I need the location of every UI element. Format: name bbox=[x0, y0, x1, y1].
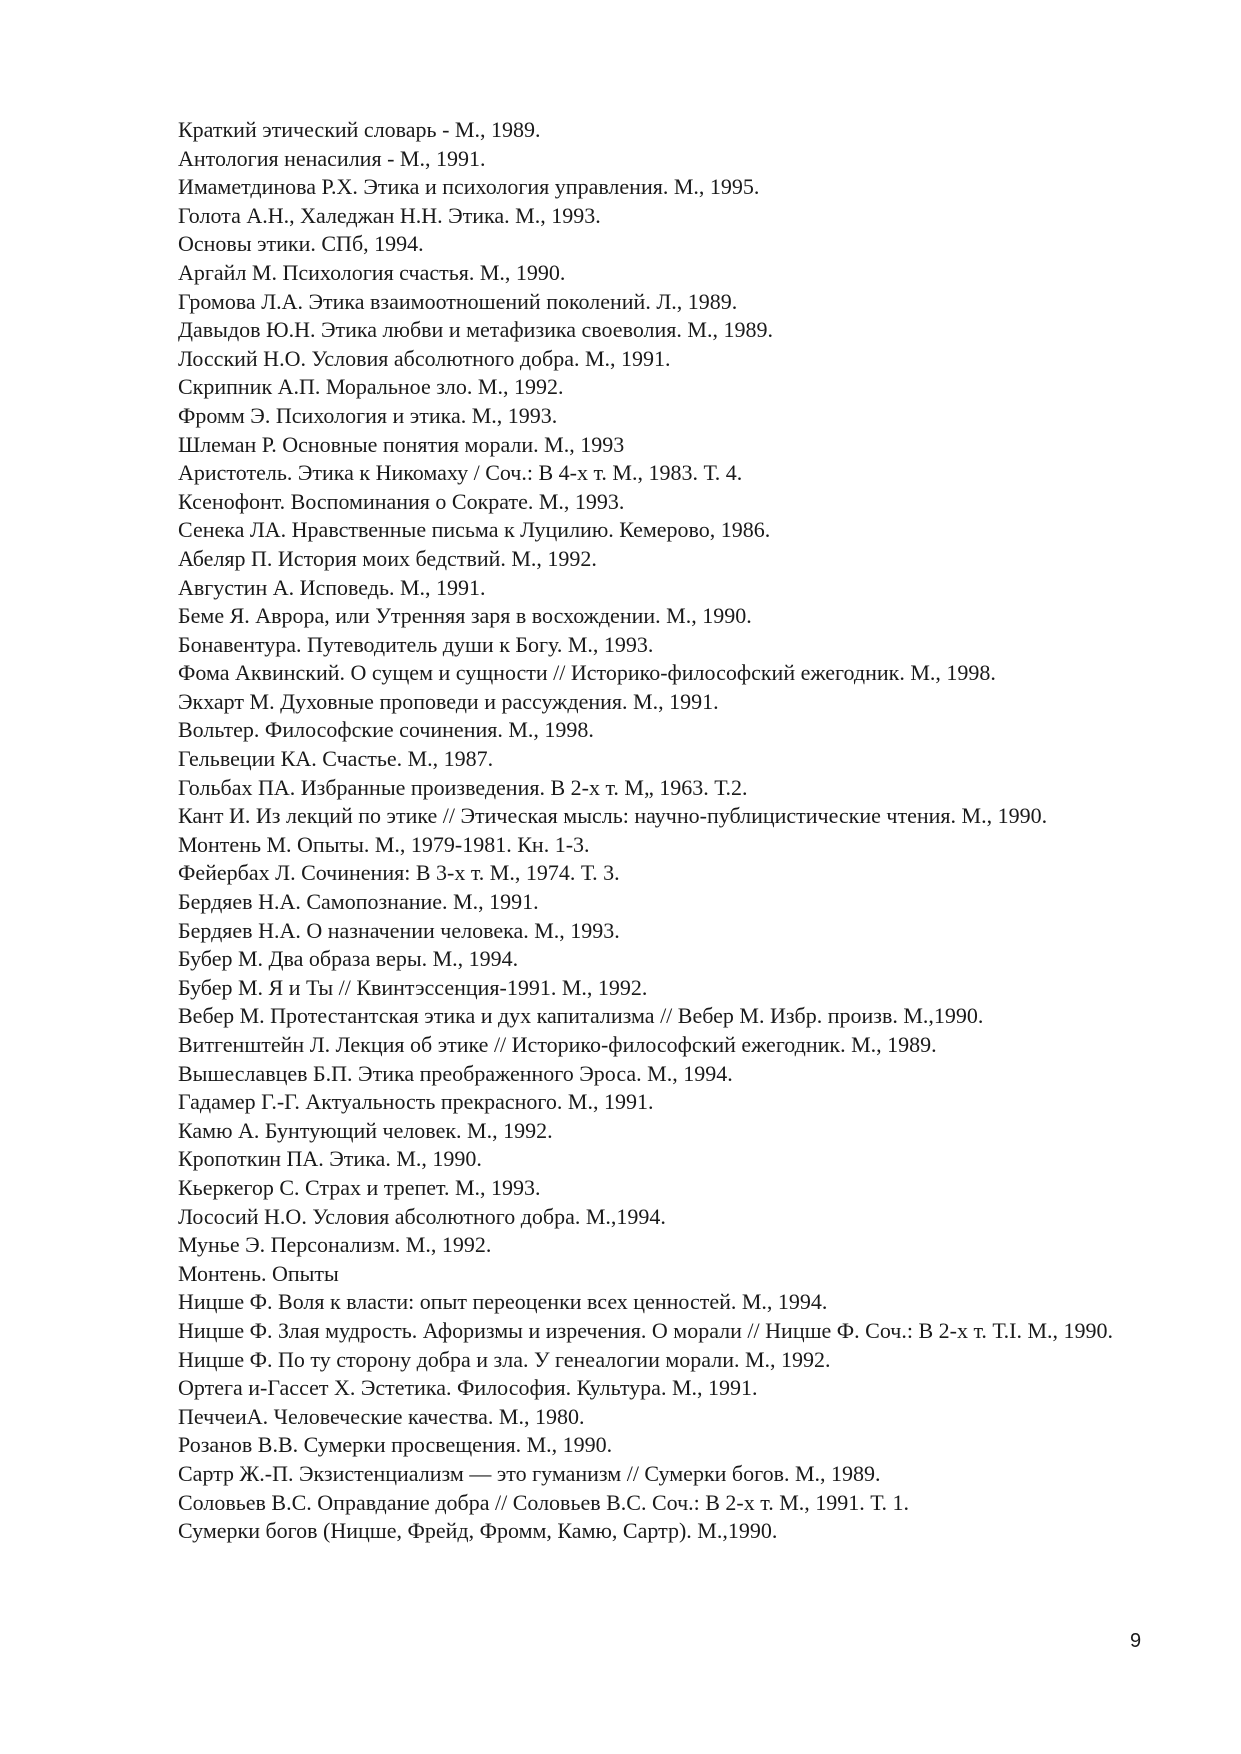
bibliography-entry: Основы этики. СПб, 1994. bbox=[178, 231, 424, 257]
bibliography-entry: Фома Аквинский. О сущем и сущности // Историко-философский ежегодник. М., 1998. bbox=[178, 660, 996, 686]
bibliography-entry: Мунье Э. Персонализм. М., 1992. bbox=[178, 1232, 492, 1258]
bibliography-entry: Скрипник А.П. Моральное зло. М., 1992. bbox=[178, 374, 564, 400]
bibliography-entry: Кант И. Из лекций по этике // Этическая мысль: научно-публицистические чтения. М., 1990. bbox=[178, 803, 1048, 829]
bibliography-entry: Ницше Ф. Воля к власти: опыт переоценки всех ценностей. М., 1994. bbox=[178, 1289, 828, 1315]
bibliography-entry: Шлеман Р. Основные понятия морали. М., 1993 bbox=[178, 431, 625, 457]
bibliography-entry: Вебер М. Протестантская этика и дух капитализма // Вебер М. Избр. произв. М.,1990. bbox=[178, 1003, 984, 1029]
bibliography-entry: Фейербах Л. Сочинения: В 3-х т. М., 1974. Т. 3. bbox=[178, 860, 620, 886]
bibliography-entry: Бердяев Н.А. О назначении человека. М., 1993. bbox=[178, 917, 620, 943]
bibliography-entry: Имаметдинова Р.Х. Этика и психология управления. М., 1995. bbox=[178, 174, 760, 200]
bibliography-entry: Сартр Ж.-П. Экзистенциализм — это гуманизм // Сумерки богов. М., 1989. bbox=[178, 1460, 881, 1486]
bibliography-entry: ПеччеиА. Человеческие качества. М., 1980. bbox=[178, 1403, 585, 1429]
bibliography-entry: Беме Я. Аврора, или Утренняя заря в восхождении. М., 1990. bbox=[178, 603, 752, 629]
bibliography-entry: Кьеркегор С. Страх и трепет. М., 1993. bbox=[178, 1174, 541, 1200]
bibliography-entry: Абеляр П. История моих бедствий. М., 1992. bbox=[178, 545, 597, 571]
bibliography-entry: Розанов В.В. Сумерки просвещения. М., 1990. bbox=[178, 1432, 613, 1458]
bibliography-entry: Ксенофонт. Воспоминания о Сократе. М., 1993. bbox=[178, 488, 625, 514]
bibliography-entry: Громова Л.А. Этика взаимоотношений поколений. Л., 1989. bbox=[178, 288, 738, 314]
bibliography-entry: Аристотель. Этика к Никомаху / Соч.: В 4-х т. М., 1983. Т. 4. bbox=[178, 460, 743, 486]
bibliography-entry: Сенека ЛА. Нравственные письма к Луцилию. Кемерово, 1986. bbox=[178, 517, 771, 543]
bibliography-entry: Экхарт М. Духовные проповеди и рассуждения. М., 1991. bbox=[178, 688, 719, 714]
bibliography-entry: Лосский Н.О. Условия абсолютного добра. М., 1991. bbox=[178, 345, 671, 371]
bibliography-entry: Бердяев Н.А. Самопознание. М., 1991. bbox=[178, 889, 539, 915]
bibliography-entry: Голота А.Н., Халеджан Н.Н. Этика. М., 1993. bbox=[178, 202, 601, 228]
bibliography-entry: Гольбах ПА. Избранные произведения. В 2-х т. М„ 1963. Т.2. bbox=[178, 774, 748, 800]
bibliography-entry: Аргайл М. Психология счастья. М., 1990. bbox=[178, 259, 566, 285]
bibliography-entry: Антология ненасилия - М., 1991. bbox=[178, 145, 486, 171]
bibliography-entry: Ортега и-Гассет Х. Эстетика. Философия. Культура. М., 1991. bbox=[178, 1375, 758, 1401]
bibliography-entry: Соловьев В.С. Оправдание добра // Соловьев В.С. Соч.: В 2-х т. М., 1991. Т. 1. bbox=[178, 1489, 910, 1515]
bibliography-entry: Августин А. Исповедь. М., 1991. bbox=[178, 574, 486, 600]
bibliography-entry: Витгенштейн Л. Лекция об этике // Историко-философский ежегодник. М., 1989. bbox=[178, 1032, 937, 1057]
bibliography-entry: Ницше Ф. Злая мудрость. Афоризмы и изречения. О морали // Ницше Ф. Соч.: В 2-х т. Т.I. М., 1990. bbox=[178, 1317, 1114, 1343]
bibliography-list bbox=[178, 116, 1158, 1546]
bibliography-entry: Кропоткин ПА. Этика. М., 1990. bbox=[178, 1146, 482, 1172]
bibliography-entry: Бонавентура. Путеводитель души к Богу. М., 1993. bbox=[178, 631, 654, 657]
bibliography-entry: Давыдов Ю.Н. Этика любви и метафизика своеволия. М., 1989. bbox=[178, 317, 773, 343]
bibliography-entry: Вышеславцев Б.П. Этика преображенного Эроса. М., 1994. bbox=[178, 1060, 733, 1086]
bibliography-entry: Монтень М. Опыты. М., 1979-1981. Кн. 1-3. bbox=[178, 831, 590, 857]
bibliography-entry: Камю А. Бунтующий человек. М., 1992. bbox=[178, 1117, 553, 1143]
bibliography-entry: Сумерки богов (Ницше, Фрейд, Фромм, Камю, Сартр). М.,1990. bbox=[178, 1518, 778, 1544]
bibliography-entry: Лососий Н.О. Условия абсолютного добра. М.,1994. bbox=[178, 1203, 666, 1229]
bibliography-entry: Бубер М. Я и Ты // Квинтэссенция-1991. М., 1992. bbox=[178, 974, 648, 1000]
bibliography-entry: Бубер М. Два образа веры. М., 1994. bbox=[178, 946, 519, 972]
bibliography-entry: Ницше Ф. По ту сторону добра и зла. У генеалогии морали. М., 1992. bbox=[178, 1346, 831, 1372]
bibliography-entry: Фромм Э. Психология и этика. М., 1993. bbox=[178, 402, 558, 428]
bibliography-entry: Монтень. Опыты bbox=[178, 1260, 339, 1286]
bibliography-entry: Краткий этический словарь - М., 1989. bbox=[178, 117, 541, 142]
bibliography-entry: Вольтер. Философские сочинения. М., 1998. bbox=[178, 717, 594, 743]
bibliography-entry: Гадамер Г.-Г. Актуальность прекрасного. М., 1991. bbox=[178, 1089, 654, 1115]
page-number: 9 bbox=[1130, 1630, 1142, 1652]
bibliography-entry: Гельвеции КА. Счастье. М., 1987. bbox=[178, 746, 494, 772]
